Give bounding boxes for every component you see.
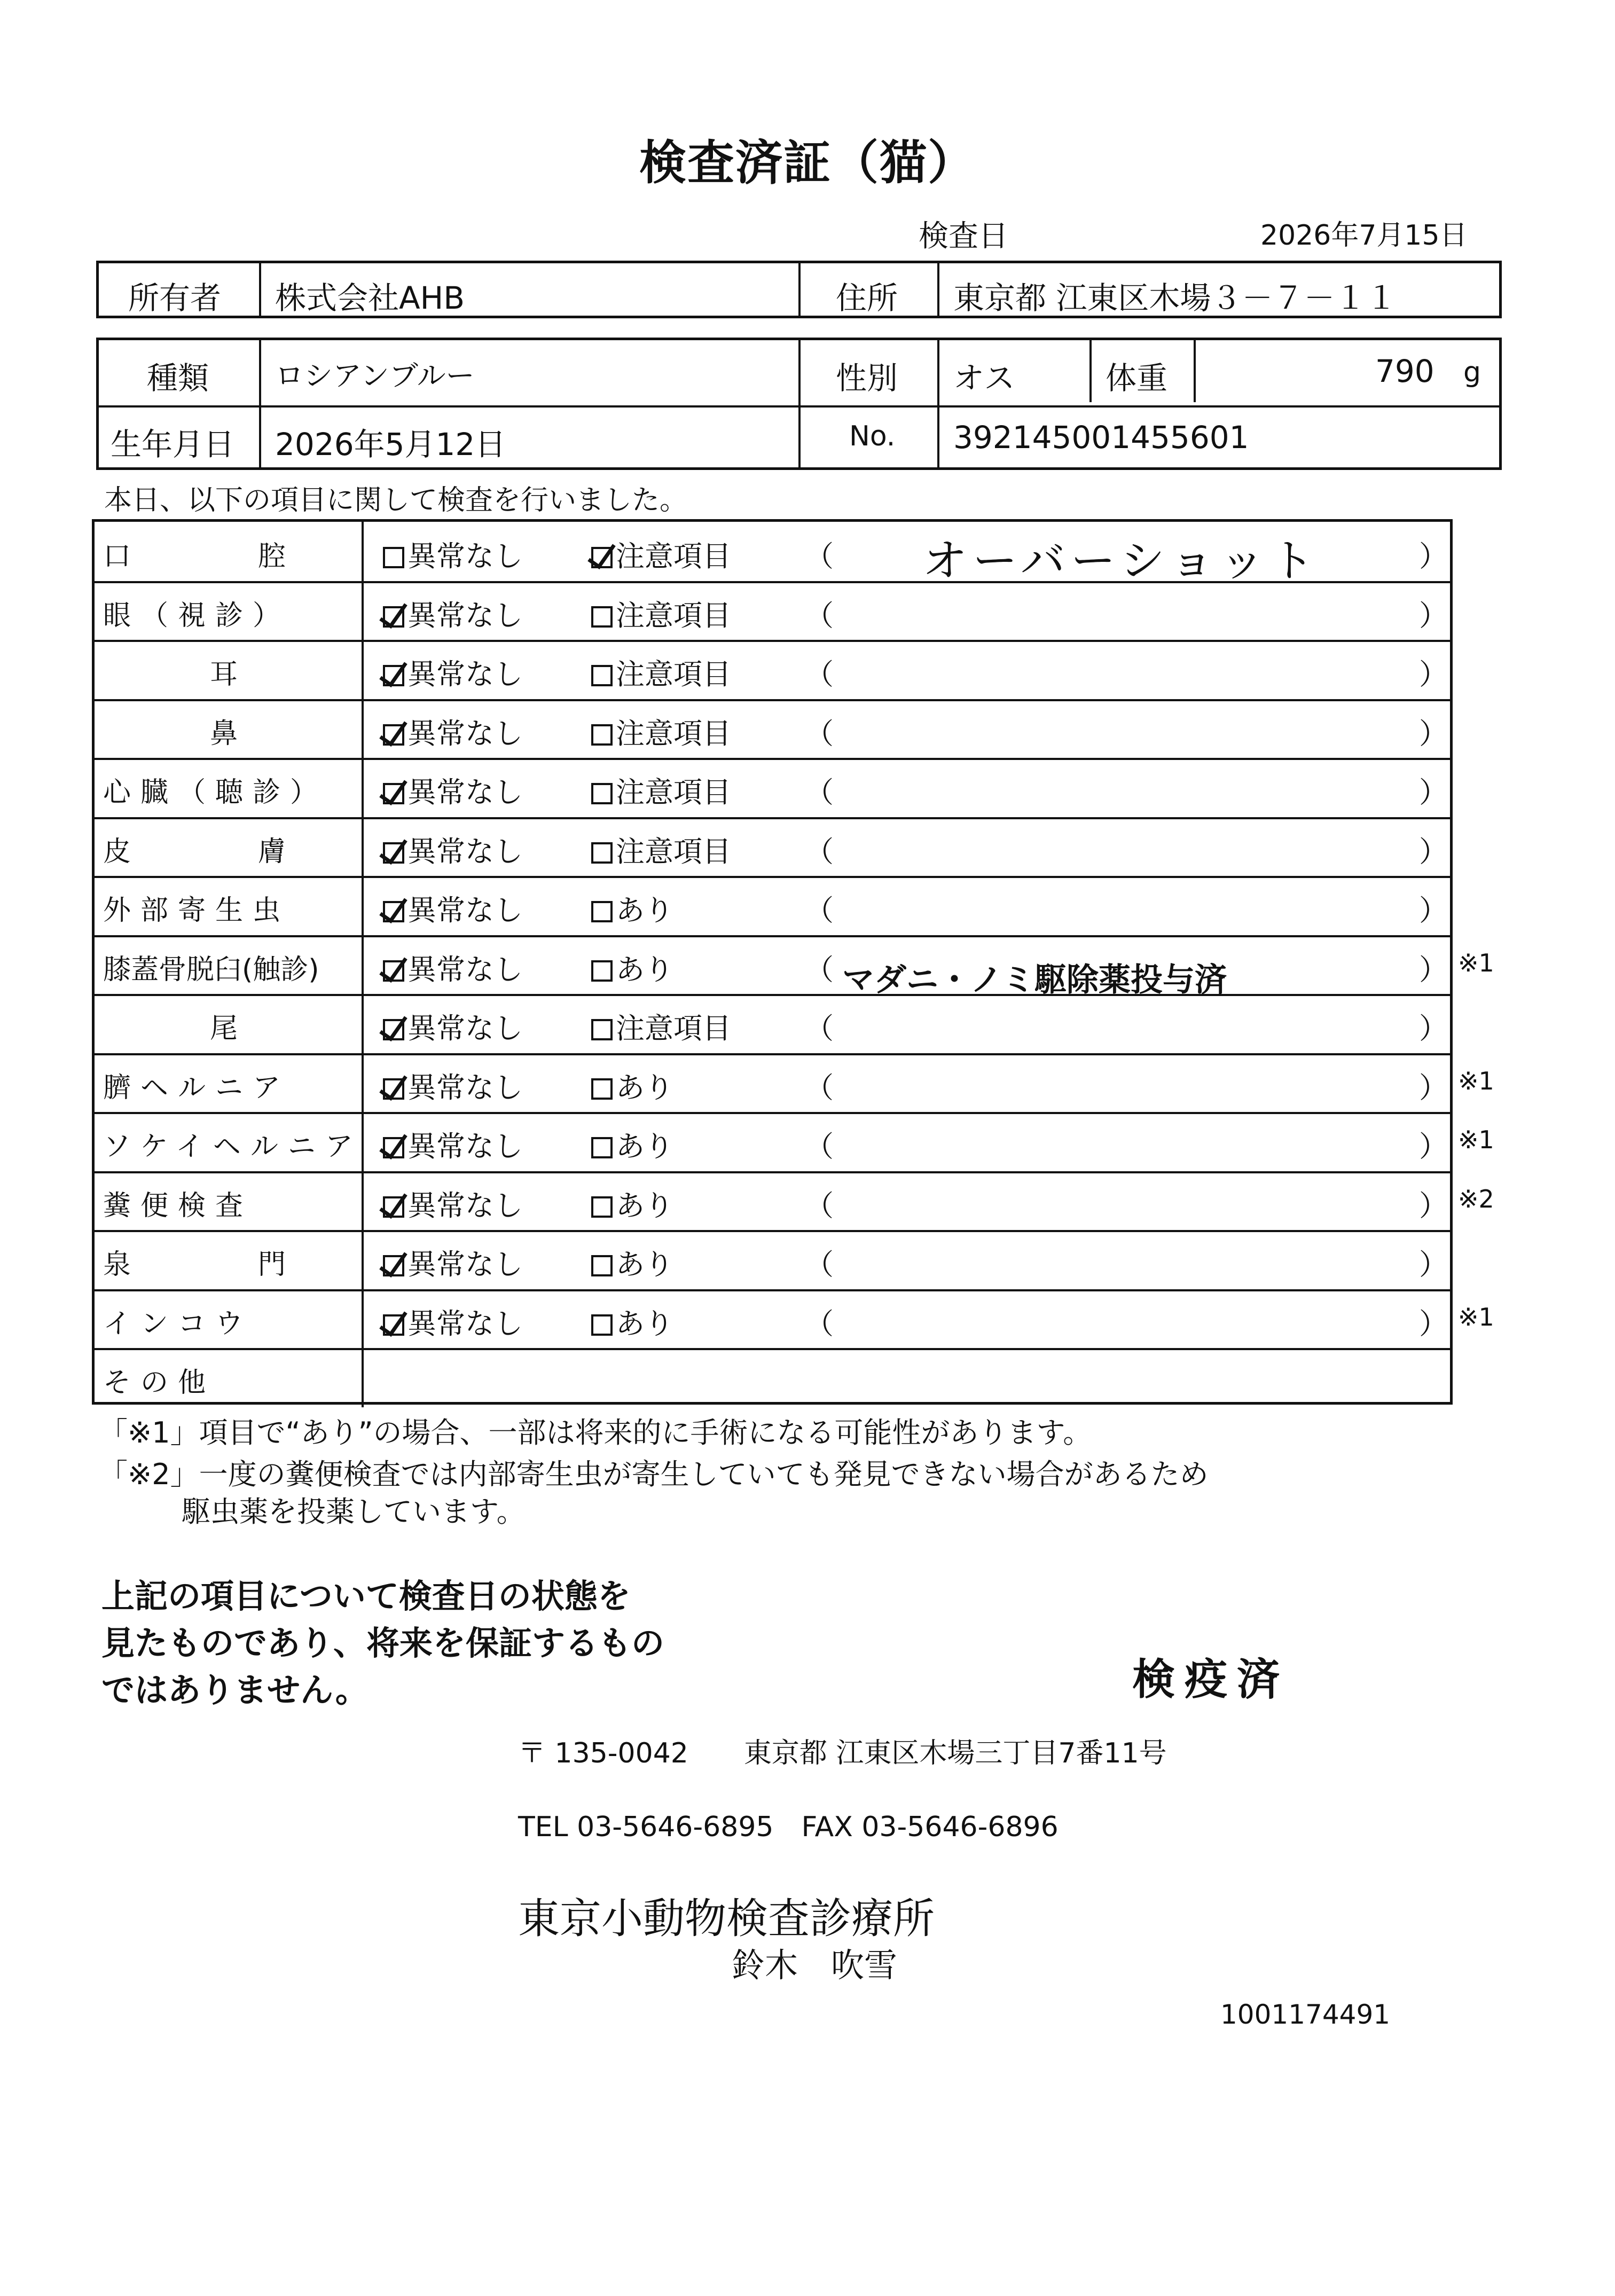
breed-value: ロシアンブルー — [275, 359, 475, 393]
normal-option-label: 異常なし — [407, 539, 523, 573]
second-option-label: あり — [616, 1306, 673, 1341]
second-option-label: 注意項目 — [616, 834, 731, 868]
normal-option-label: 異常なし — [407, 1188, 523, 1223]
note-paren-open: （ — [805, 1188, 834, 1223]
normal-option-label: 異常なし — [407, 775, 523, 809]
footnote-mark: ※2 — [1458, 1184, 1494, 1213]
dob-value: 2026年5月12日 — [275, 426, 506, 463]
row-label: インコウ — [103, 1307, 253, 1340]
note-paren-close: ） — [1419, 894, 1448, 927]
second-option-label: あり — [616, 1070, 673, 1104]
second-option-label: 注意項目 — [616, 598, 731, 632]
note-paren-open: （ — [805, 1070, 834, 1104]
note-paren-close: ） — [1419, 775, 1448, 809]
breed-label: 種類 — [147, 360, 209, 396]
normal-option[interactable] — [383, 1124, 523, 1165]
inspection-row — [95, 758, 1450, 817]
second-option-label: 注意項目 — [616, 539, 731, 573]
inspection-row — [95, 640, 1450, 699]
note-paren-open: （ — [805, 657, 834, 691]
row-label: 泉 門 — [103, 1249, 289, 1281]
note-paren-open: （ — [805, 952, 834, 986]
note-paren-open: （ — [805, 716, 834, 750]
no-value: 392145001455601 — [953, 419, 1249, 456]
footnote-mark: ※1 — [1458, 1066, 1494, 1095]
second-option[interactable] — [591, 1301, 673, 1342]
normal-option-label: 異常なし — [407, 1012, 523, 1045]
inspection-row — [95, 817, 1450, 876]
inspection-table — [92, 519, 1453, 1405]
second-option[interactable] — [591, 947, 673, 988]
quarantine-stamp: 検疫済 — [1132, 1655, 1289, 1704]
normal-option-label: 異常なし — [407, 1070, 523, 1104]
inspection-row — [95, 581, 1450, 640]
second-option[interactable] — [591, 829, 731, 870]
row-label: 口 腔 — [103, 540, 289, 573]
second-option[interactable] — [591, 1006, 731, 1047]
second-checkbox[interactable] — [591, 1078, 613, 1100]
second-checkbox[interactable] — [591, 960, 613, 982]
note-paren-open: （ — [805, 775, 834, 809]
second-checkbox[interactable] — [591, 1196, 613, 1218]
inspection-row — [95, 994, 1450, 1053]
second-option[interactable] — [591, 1124, 673, 1165]
owner-label: 所有者 — [128, 280, 222, 316]
normal-option[interactable] — [383, 593, 523, 634]
normal-checkbox[interactable] — [383, 547, 404, 568]
animal-box — [96, 338, 1502, 470]
inspection-date-value: 2026年7月15日 — [1260, 220, 1468, 252]
owner-value: 株式会社AHB — [275, 280, 465, 316]
row-label: 鼻 — [209, 717, 247, 750]
second-option[interactable] — [591, 652, 731, 693]
normal-option-label: 異常なし — [407, 716, 523, 750]
vet-name: 鈴木 吹雪 — [732, 1946, 898, 1985]
normal-option[interactable] — [383, 888, 523, 929]
inspection-row — [95, 1230, 1450, 1289]
second-option[interactable] — [591, 1065, 673, 1106]
document-number: 1001174491 — [1220, 1999, 1391, 2030]
normal-option[interactable] — [383, 829, 523, 870]
note-paren-close: ） — [1419, 1130, 1448, 1163]
note-paren-open: （ — [805, 598, 834, 632]
normal-option-label: 異常なし — [407, 1306, 523, 1341]
note-paren-close: ） — [1419, 657, 1448, 691]
second-option[interactable] — [591, 593, 731, 634]
row-label: 皮 膚 — [103, 835, 289, 868]
weight-value: 790 — [1375, 353, 1434, 389]
row-label: 臍ヘルニア — [103, 1071, 291, 1104]
second-checkbox[interactable] — [591, 665, 613, 686]
note-paren-open: （ — [805, 894, 834, 927]
footnote-mark: ※1 — [1458, 948, 1494, 977]
note-paren-close: ） — [1419, 834, 1448, 868]
normal-option[interactable] — [383, 1065, 523, 1106]
second-checkbox[interactable] — [591, 783, 613, 804]
note-paren-open: （ — [805, 539, 834, 573]
inspection-row — [95, 876, 1450, 935]
normal-checkbox[interactable] — [383, 1314, 404, 1336]
normal-option-label: 異常なし — [407, 1248, 523, 1281]
row-label: 耳 — [209, 659, 247, 691]
note-paren-open: （ — [805, 1248, 834, 1281]
normal-checkbox[interactable] — [383, 1019, 404, 1040]
second-option[interactable] — [591, 1183, 673, 1224]
second-option-label: あり — [616, 894, 673, 927]
inspection-date-label: 検査日 — [919, 219, 1008, 254]
second-option-label: あり — [616, 1130, 673, 1163]
normal-option[interactable] — [383, 652, 523, 693]
row-label: 外部寄生虫 — [103, 895, 291, 927]
row-label: その他 — [103, 1367, 216, 1399]
inspection-row — [95, 1348, 1450, 1407]
note-paren-open: （ — [805, 1306, 834, 1341]
second-option[interactable] — [591, 770, 731, 811]
normal-option[interactable] — [383, 947, 523, 988]
normal-option-label: 異常なし — [407, 598, 523, 632]
address-value: 東京都 江東区木場３－７－１１ — [953, 280, 1397, 316]
second-checkbox[interactable] — [591, 1137, 613, 1158]
second-checkbox[interactable] — [591, 1314, 613, 1336]
document-title: 検査済証（猫） — [639, 135, 976, 190]
normal-option[interactable] — [383, 1301, 523, 1342]
note-paren-close: ） — [1419, 1248, 1448, 1281]
inspection-row — [95, 1053, 1450, 1112]
second-option-label: 注意項目 — [616, 1012, 731, 1045]
intro-text: 本日、以下の項目に関して検査を行いました。 — [104, 484, 688, 516]
disclaimer-text: 上記の項目について検査日の状態を 見たものであり、将来を保証するもの ではありません。 — [101, 1577, 665, 1710]
normal-option[interactable] — [383, 711, 523, 752]
row-label: ソケイヘルニア — [103, 1131, 363, 1163]
second-checkbox[interactable] — [591, 1019, 613, 1040]
note-paren-close: ） — [1419, 539, 1448, 573]
normal-checkbox[interactable] — [383, 1137, 404, 1158]
second-option-label: あり — [616, 1248, 673, 1281]
normal-option-label: 異常なし — [407, 657, 523, 691]
row-label: 心臓（聴診） — [103, 777, 328, 809]
second-checkbox[interactable] — [591, 547, 613, 568]
second-checkbox[interactable] — [591, 606, 613, 628]
second-option-label: あり — [616, 1188, 673, 1223]
inspection-row — [95, 1112, 1450, 1171]
weight-label: 体重 — [1106, 360, 1168, 396]
note-paren-close: ） — [1419, 1070, 1448, 1104]
normal-checkbox[interactable] — [383, 1078, 404, 1100]
note-paren-close: ） — [1419, 952, 1448, 986]
clinic-address: 〒 135-0042 東京都 江東区木場三丁目7番11号 — [518, 1737, 1167, 1769]
normal-checkbox[interactable] — [383, 1196, 404, 1218]
row-label: 尾 — [209, 1013, 247, 1045]
clinic-tel-fax: TEL 03-5646-6895 FAX 03-5646-6896 — [518, 1811, 1059, 1843]
inspection-row — [95, 1289, 1450, 1349]
footnote-1: 「※1」項目で“あり”の場合、一部は将来的に手術になる可能性があります。 — [99, 1416, 1092, 1449]
clinic-name: 東京小動物検査診療所 — [518, 1895, 935, 1943]
normal-checkbox[interactable] — [383, 1255, 404, 1276]
inspection-row — [95, 1171, 1450, 1231]
second-option-label: あり — [616, 952, 673, 986]
second-option[interactable] — [591, 1242, 673, 1283]
dob-label: 生年月日 — [111, 426, 235, 463]
note-paren-close: ） — [1419, 1306, 1448, 1341]
row-label: 膝蓋骨脱臼(触診) — [103, 953, 319, 986]
second-checkbox[interactable] — [591, 842, 613, 864]
footnote-mark: ※1 — [1458, 1125, 1494, 1154]
footnote-2-line2: 駆虫薬を投薬しています。 — [182, 1495, 526, 1529]
second-option-label: 注意項目 — [616, 657, 731, 691]
normal-checkbox[interactable] — [383, 724, 404, 746]
normal-option-label: 異常なし — [407, 1130, 523, 1163]
second-checkbox[interactable] — [591, 1255, 613, 1276]
normal-option-label: 異常なし — [407, 952, 523, 986]
handwritten-note: オーバーショット — [922, 535, 1320, 587]
note-paren-close: ） — [1419, 598, 1448, 632]
weight-unit: g — [1463, 356, 1481, 388]
sex-value: オス — [953, 360, 1015, 396]
second-option-label: 注意項目 — [616, 716, 731, 750]
handwritten-note: マダニ・ノミ駆除薬投与済 — [842, 961, 1227, 999]
no-label: No. — [849, 420, 896, 452]
inspection-row — [95, 699, 1450, 758]
normal-option-label: 異常なし — [407, 894, 523, 927]
address-label: 住所 — [836, 280, 898, 316]
footnote-mark: ※1 — [1458, 1302, 1494, 1331]
note-paren-close: ） — [1419, 716, 1448, 750]
normal-option-label: 異常なし — [407, 834, 523, 868]
second-option[interactable] — [591, 534, 731, 575]
note-paren-close: ） — [1419, 1012, 1448, 1045]
sex-label: 性別 — [836, 360, 898, 396]
second-checkbox[interactable] — [591, 724, 613, 746]
second-option[interactable] — [591, 711, 731, 752]
normal-checkbox[interactable] — [383, 606, 404, 628]
inspection-row — [95, 935, 1450, 999]
owner-box — [96, 261, 1502, 318]
row-label: 糞便検査 — [103, 1189, 253, 1222]
normal-checkbox[interactable] — [383, 842, 404, 864]
second-checkbox[interactable] — [591, 901, 613, 922]
normal-checkbox[interactable] — [383, 960, 404, 982]
normal-checkbox[interactable] — [383, 783, 404, 804]
normal-checkbox[interactable] — [383, 901, 404, 922]
note-paren-open: （ — [805, 1130, 834, 1163]
footnote-2-line1: 「※2」一度の糞便検査では内部寄生虫が寄生していても発見できない場合があるため — [99, 1457, 1209, 1491]
note-paren-open: （ — [805, 1012, 834, 1045]
inspection-row — [95, 522, 1450, 587]
note-paren-close: ） — [1419, 1188, 1448, 1223]
row-label: 眼（視診） — [103, 599, 291, 632]
normal-option[interactable] — [383, 1006, 523, 1047]
second-option[interactable] — [591, 888, 673, 929]
note-paren-open: （ — [805, 834, 834, 868]
normal-option[interactable] — [383, 1242, 523, 1283]
normal-option[interactable] — [383, 1183, 523, 1224]
normal-option[interactable] — [383, 770, 523, 811]
second-option-label: 注意項目 — [616, 775, 731, 809]
normal-option[interactable] — [383, 534, 523, 575]
normal-checkbox[interactable] — [383, 665, 404, 686]
